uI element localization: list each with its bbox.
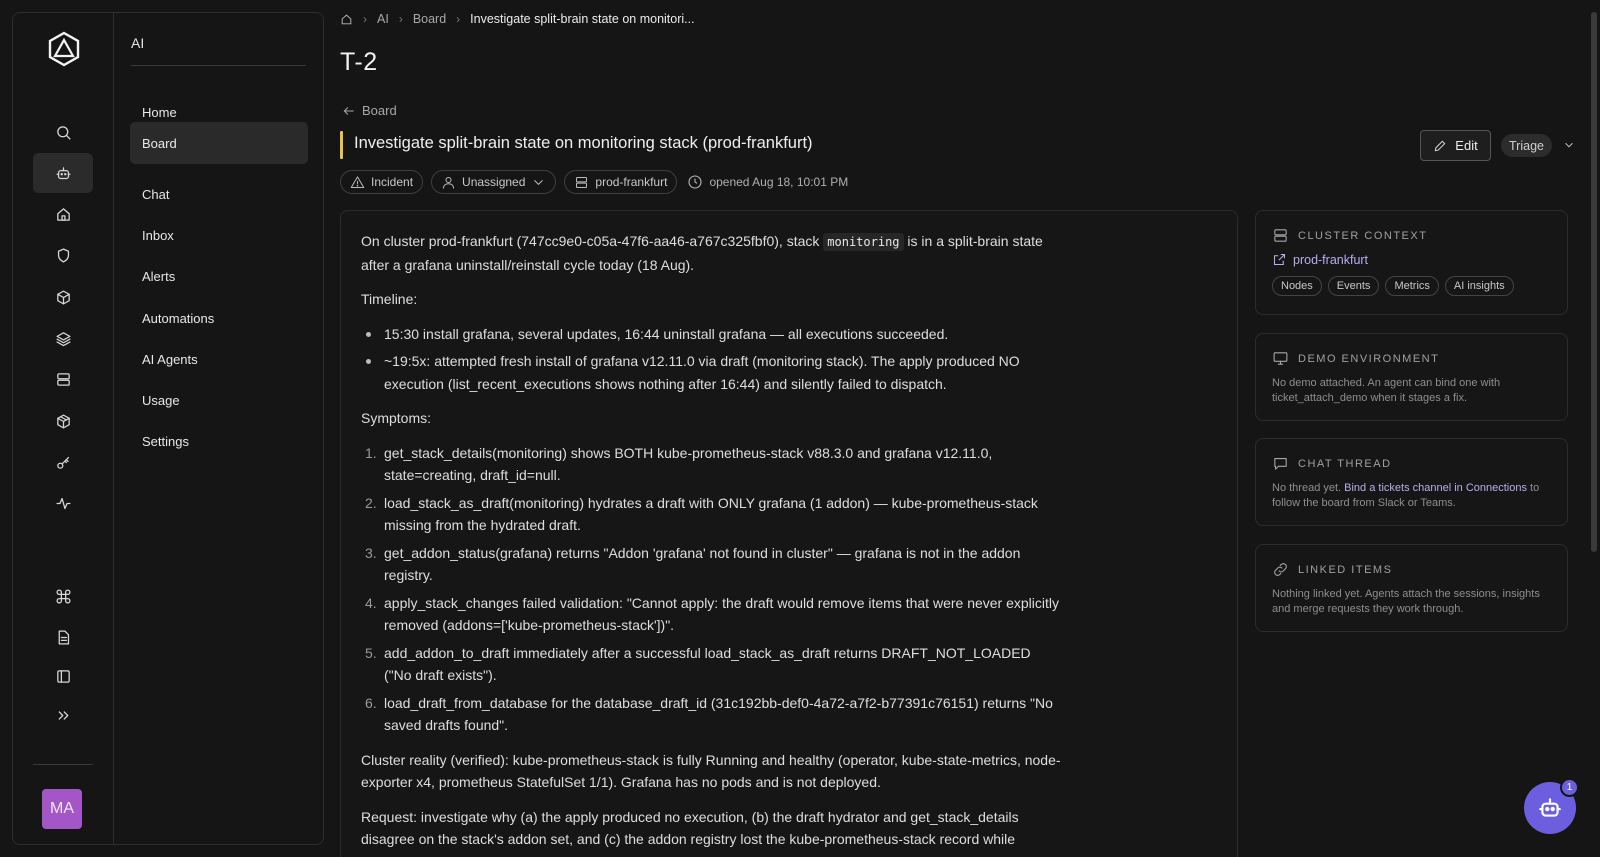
assignee-label: Unassigned [462,175,526,189]
home-icon[interactable] [340,13,353,26]
list-item: 5. add_addon_to_draft immediately after a successful load_stack_as_draft returns DRAFT_NOT_LOADED ("No draft exists"). [365,644,1031,683]
package-icon[interactable] [33,401,93,441]
status-badge[interactable]: Triage [1501,134,1552,157]
chat-icon [1272,455,1289,472]
logo-icon[interactable] [47,31,81,67]
shield-icon[interactable] [33,235,93,275]
server-icon [574,175,589,190]
sidebar-item-chat[interactable]: Chat [142,186,170,202]
list-item: 1. get_stack_details(monitoring) shows BOTH kube-prometheus-stack v88.3.0 and grafana v12.11.0, state=creating, draft_id=null. [365,444,993,483]
tag-events[interactable]: Events [1328,276,1380,296]
ticket-title: Investigate split-brain state on monitoring stack (prod-frankfurt) [354,134,813,152]
cluster-context-panel [1255,210,1568,315]
external-link-icon [1272,252,1287,267]
stack-code: monitoring [823,233,903,251]
opened-label: opened Aug 18, 10:01 PM [709,175,849,189]
server-icon [1272,227,1289,244]
sidebar-item-home[interactable]: Home [142,104,177,120]
scrollbar[interactable] [1591,12,1597,552]
user-icon [441,175,456,190]
panel-heading: LINKED ITEMS [1298,563,1393,576]
robot-icon [1537,795,1563,821]
breadcrumb-item-board[interactable]: Board [412,12,447,26]
reality-paragraph: Cluster reality (verified): kube-prometheus-stack is fully Running and healthy (operator, kube-state-metrics, node-exporter x4, prometheus StatefulSet 1/1). Grafana has no pods and is not deployed. [361,751,1061,790]
notification-badge: 1 [1560,778,1579,797]
panel-text: No thread yet. Bind a tickets channel in Connections to follow the board from Slack or Teams. [1272,482,1540,509]
opened-timestamp [687,174,848,190]
list-item: 3. get_addon_status(grafana) returns "Addon 'grafana' not found in cluster" — grafana is not in the addon registry. [365,544,1021,583]
breadcrumb-current: Investigate split-brain state on monitori... [470,12,695,26]
sidebar-item-settings[interactable]: Settings [142,433,189,449]
assignee-select[interactable] [431,170,556,194]
panel-icon[interactable] [33,656,93,696]
command-icon[interactable] [33,576,93,616]
expand-icon[interactable] [33,695,93,735]
main-content [340,0,1580,857]
breadcrumb [340,12,695,26]
list-item: 4. apply_stack_changes failed validation: "Cannot apply: the draft would remove items that were never explicitly removed (addons=['kube-prometheus-stack'])". [365,594,1060,633]
edit-button[interactable] [1420,130,1491,161]
key-icon[interactable] [33,442,93,482]
icon-rail [12,12,113,845]
sidebar-item-ai-agents[interactable]: AI Agents [142,351,198,367]
ai-bot-icon[interactable] [33,153,93,193]
server-icon[interactable] [33,359,93,399]
cluster-tags [1272,276,1551,296]
tag-nodes[interactable]: Nodes [1272,276,1322,296]
arrow-left-icon [342,104,356,118]
clock-icon [687,174,703,190]
link-icon [1272,561,1289,578]
panel-heading: CHAT THREAD [1298,457,1392,470]
cluster-link-label: prod-frankfurt [1293,252,1369,267]
page-title: T-2 [340,48,378,76]
symptoms-list [361,442,1061,737]
cluster-chip-label: prod-frankfurt [595,175,668,189]
panel-text: Nothing linked yet. Agents attach the sessions, insights and merge requests they work through. [1272,588,1540,615]
pencil-icon [1433,139,1447,153]
connections-link[interactable]: Bind a tickets channel in Connections [1344,482,1527,494]
sidebar-section-title: AI [131,35,145,51]
panel-heading: CLUSTER CONTEXT [1298,229,1428,242]
cube-icon[interactable] [33,277,93,317]
priority-accent-bar [340,131,343,159]
cluster-link[interactable] [1272,252,1551,267]
edit-button-label: Edit [1455,138,1478,153]
sidebar-item-alerts[interactable]: Alerts [142,268,176,284]
layers-icon[interactable] [33,318,93,358]
sidebar [113,12,324,845]
chevron-right-icon: › [398,12,403,26]
sidebar-item-board[interactable]: Board [130,122,308,164]
type-chip-label: Incident [371,175,414,189]
back-link[interactable] [342,103,397,118]
symptoms-heading: Symptoms: [361,410,432,426]
demo-environment-panel [1255,333,1568,421]
ticket-meta [340,170,848,194]
type-chip[interactable] [340,170,423,194]
monitor-icon [1272,350,1289,367]
chevron-down-icon[interactable] [1562,138,1576,152]
sidebar-item-automations[interactable]: Automations [142,310,215,326]
chevron-down-icon [531,175,546,190]
file-icon[interactable] [33,617,93,657]
search-icon[interactable] [33,112,93,152]
timeline-heading: Timeline: [361,291,418,307]
sidebar-item-usage[interactable]: Usage [142,392,180,408]
ticket-description [340,210,1238,857]
intro-paragraph: On cluster prod-frankfurt (747cc9e0-c05a-47f6-aa46-a767c325fbf0), stack monitoring is in a split-brain state after a grafana uninstall/reinstall cycle today (18 Aug). [361,233,1043,273]
panel-heading: DEMO ENVIRONMENT [1298,352,1440,365]
panel-text: No demo attached. An agent can bind one with ticket_attach_demo when it stages a fix. [1272,377,1501,404]
rail-divider [33,764,93,765]
sidebar-divider [131,65,306,66]
timeline-list [361,323,1061,396]
warning-icon [350,175,365,190]
cluster-chip[interactable] [564,170,677,194]
chevron-right-icon: › [363,12,367,26]
back-link-label: Board [362,103,397,118]
request-paragraph: Request: investigate why (a) the apply produced no execution, (b) the draft hydrator and get_stack_details disagree on the stack's addon set, and (c) the addon registry lost the kube-prometheus-stack record while [361,808,1019,847]
breadcrumb-item-ai[interactable]: AI [377,12,389,26]
linked-items-panel [1255,544,1568,632]
avatar[interactable]: MA [42,789,82,829]
sidebar-item-inbox[interactable]: Inbox [142,227,174,243]
activity-icon[interactable] [33,483,93,523]
list-item: 2. load_stack_as_draft(monitoring) hydrates a draft with ONLY grafana (1 addon) — kube-prometheus-stack missing from the hydrated draft. [365,494,1038,533]
list-item: 6. load_draft_from_database for the database_draft_id (31c192bb-def0-4a72-a7f2-b77391c76151) returns "No saved drafts found". [365,694,1053,733]
tag-metrics[interactable]: Metrics [1385,276,1438,296]
tag-ai-insights[interactable]: AI insights [1445,276,1514,296]
chevron-right-icon: › [456,12,461,26]
chat-thread-panel [1255,438,1568,526]
list-item: 15:30 install grafana, several updates, 16:44 uninstall grafana — all executions succeeded. [361,323,1061,346]
home-icon[interactable] [33,194,93,234]
list-item: ~19:5x: attempted fresh install of grafana v12.11.0 via draft (monitoring stack). The apply produced NO execution (list_recent_executions shows nothing after 16:44) and silently failed to dispatch. [361,350,1061,395]
